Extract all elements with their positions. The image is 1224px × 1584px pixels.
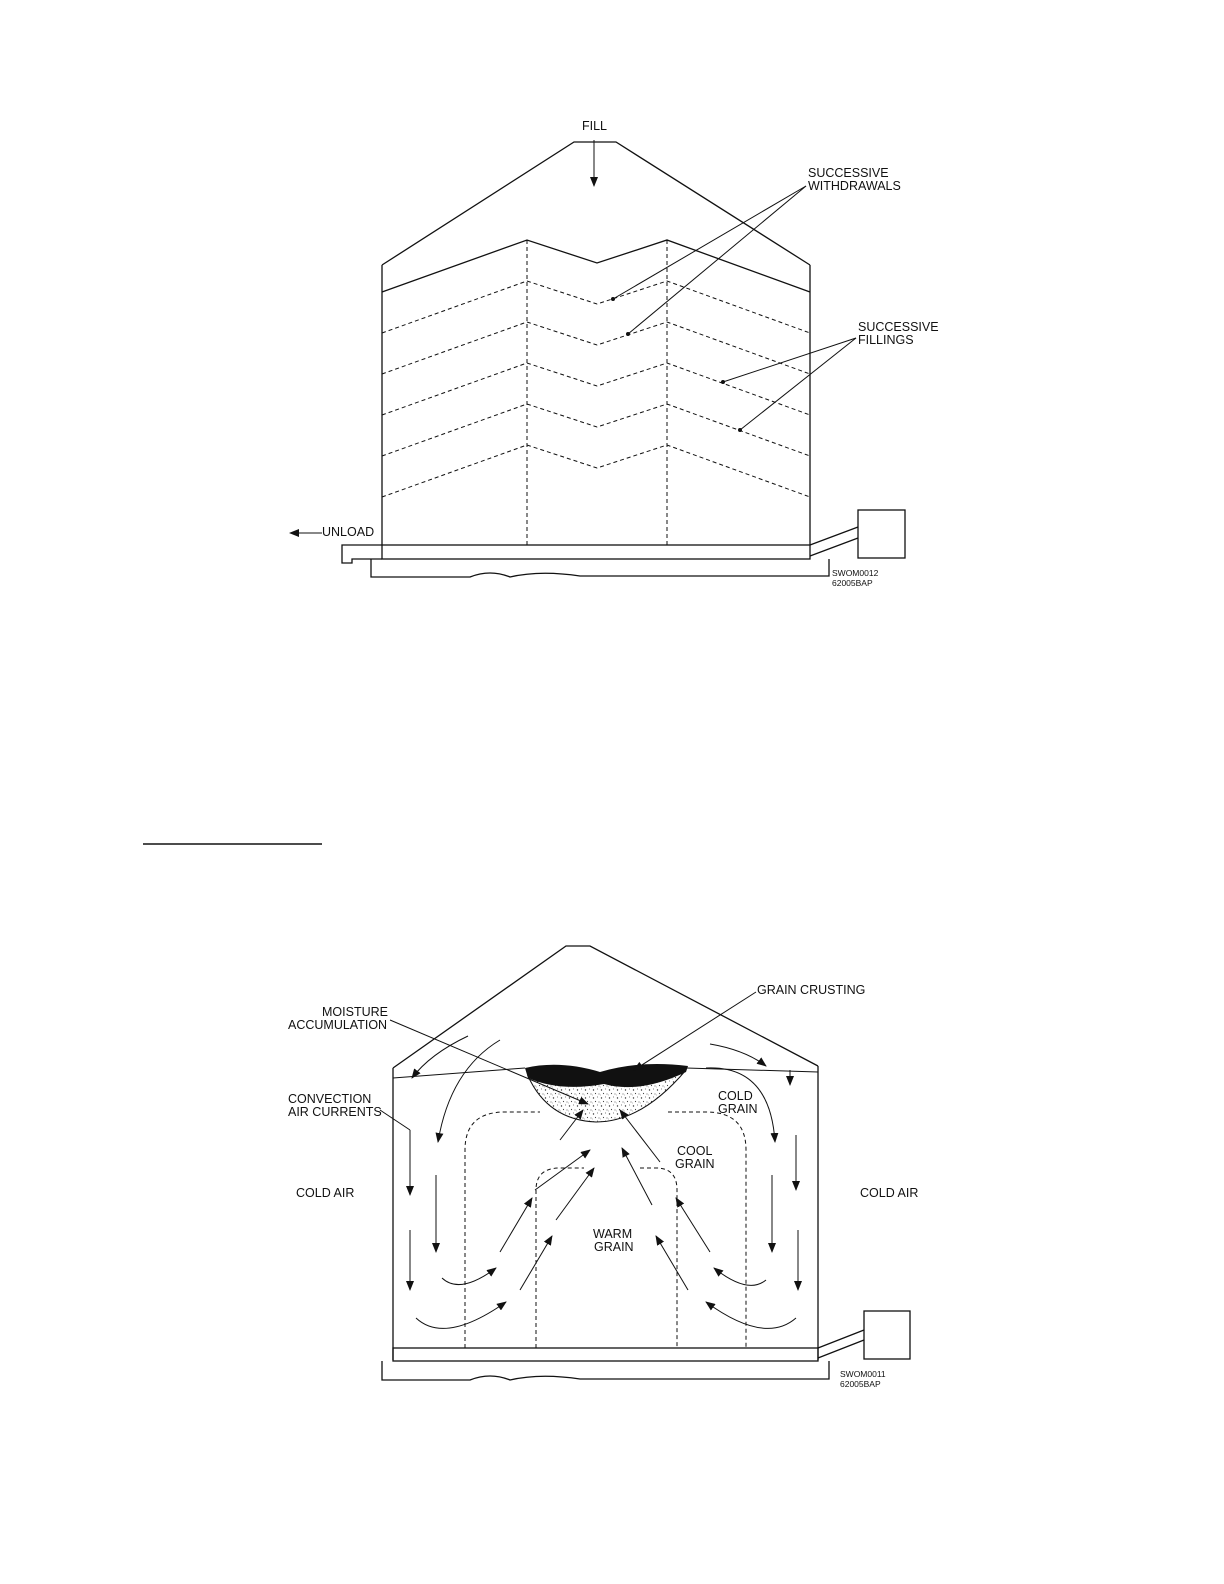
foundation: [371, 559, 829, 577]
bin-roof: [393, 946, 818, 1068]
withdrawals-leader-2: [628, 186, 806, 334]
air-arrow: [416, 1302, 506, 1328]
layer-line: [382, 445, 810, 497]
successive-layer-lines: [382, 281, 810, 497]
leader-dot: [721, 380, 725, 384]
aeration-fan: [858, 510, 905, 558]
aeration-fan: [864, 1311, 910, 1359]
leader-dot: [626, 332, 630, 336]
air-arrow: [500, 1198, 532, 1252]
fan-duct: [810, 527, 858, 545]
air-arrow: [412, 1036, 468, 1078]
bin-floor: [393, 1348, 818, 1361]
fillings-leader-2: [740, 338, 856, 430]
withdrawals-label-line-1: SUCCESSIVE: [808, 166, 889, 180]
warm-grain-zone: [536, 1168, 677, 1348]
figure-1-bin-filling-diagram: [290, 119, 939, 588]
fillings-leader-1: [723, 338, 856, 382]
foundation: [382, 1361, 829, 1380]
layer-line: [382, 281, 810, 333]
cold-grain-label-line-1: COLD: [718, 1089, 753, 1103]
figure-2-code-1: SWOM0011: [840, 1369, 886, 1379]
warm-grain-label-line-1: WARM: [593, 1227, 633, 1241]
withdrawals-leader-1: [613, 186, 806, 299]
unload-trough: [342, 545, 382, 563]
figure-1-code-1: SWOM0012: [832, 568, 879, 578]
fan-duct-lower: [818, 1340, 864, 1358]
crusting-label: GRAIN CRUSTING: [757, 983, 866, 997]
layer-line: [382, 363, 810, 415]
moisture-label-line-1: MOISTURE: [322, 1005, 388, 1019]
bin-floor: [382, 545, 810, 559]
air-arrow: [438, 1040, 500, 1142]
air-arrow: [656, 1236, 688, 1290]
air-arrow: [620, 1110, 660, 1162]
fan-duct-lower: [810, 538, 858, 556]
bin-roof: [382, 142, 810, 265]
unload-label: UNLOAD: [322, 525, 375, 539]
crusting-leader: [634, 992, 756, 1070]
moisture-label-line-2: ACCUMULATION: [288, 1018, 388, 1032]
figure-2-convection-diagram: [288, 946, 918, 1389]
layer-line: [382, 404, 810, 456]
air-arrow: [714, 1268, 766, 1285]
cold-grain-label-line-2: GRAIN: [718, 1102, 758, 1116]
air-arrow: [676, 1198, 710, 1252]
leader-dot: [738, 428, 742, 432]
figure-1-code-2: 62005BAP: [832, 578, 873, 588]
grain-surface-top: [382, 240, 810, 292]
fan-duct: [818, 1330, 864, 1348]
air-arrow: [622, 1148, 652, 1205]
cold-air-label-left: COLD AIR: [296, 1186, 355, 1200]
fillings-label-line-1: SUCCESSIVE: [858, 320, 939, 334]
air-arrow: [710, 1044, 766, 1066]
moisture-leader: [390, 1020, 588, 1104]
cold-air-label-right: COLD AIR: [860, 1186, 919, 1200]
fillings-label-line-2: FILLINGS: [858, 333, 914, 347]
air-arrow: [706, 1302, 796, 1328]
air-arrow: [556, 1168, 594, 1220]
convection-label-line-2: AIR CURRENTS: [288, 1105, 382, 1119]
convection-leader: [380, 1110, 410, 1130]
withdrawals-label-line-2: WITHDRAWALS: [808, 179, 901, 193]
warm-grain-label-line-2: GRAIN: [594, 1240, 634, 1254]
cool-grain-label-line-1: COOL: [677, 1144, 713, 1158]
figure-2-code-2: 62005BAP: [840, 1379, 881, 1389]
leader-dot: [611, 297, 615, 301]
cool-grain-label-line-2: GRAIN: [675, 1157, 715, 1171]
convection-label-line-1: CONVECTION: [288, 1092, 372, 1106]
air-arrow: [442, 1268, 496, 1285]
layer-line: [382, 322, 810, 374]
fill-label: FILL: [582, 119, 608, 133]
